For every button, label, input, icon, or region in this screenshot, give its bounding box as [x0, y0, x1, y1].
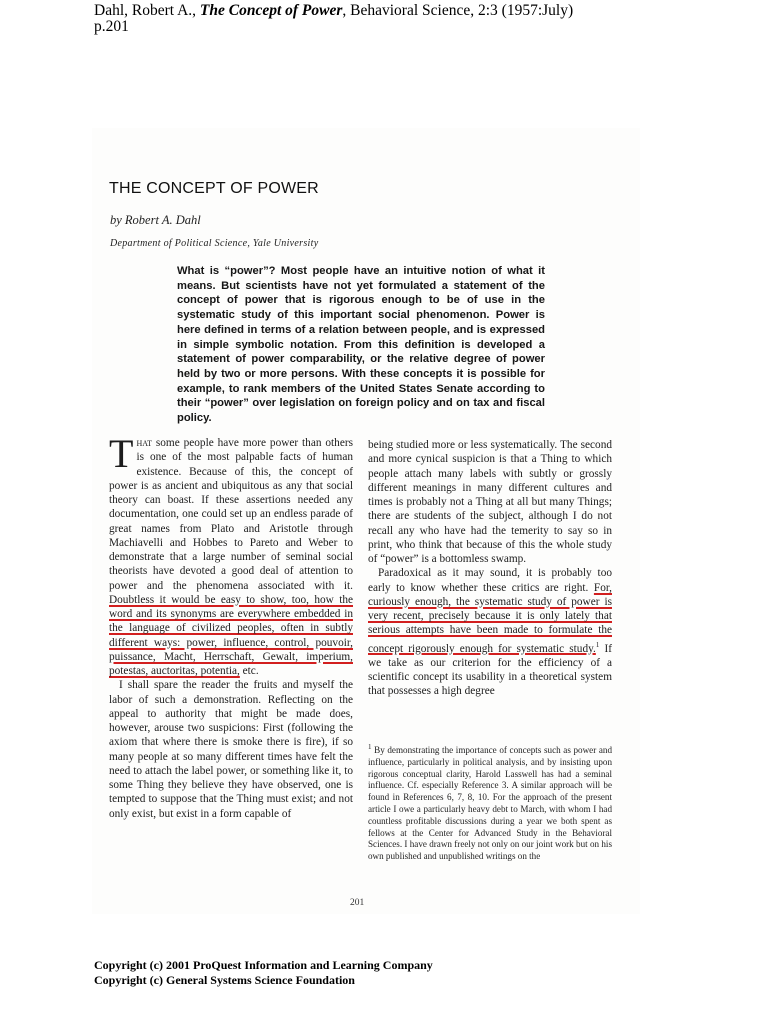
paragraph-1-text: some people have more power than others is one of the most palpable facts of human existence. Because of this, the concept of power is as ancient and ubiquitous as any that social theory can boast. If these assertions needed any documentation, one could set up an endless parade of great names from Plato and Aristotle through Machiavelli and Hobbes to Pareto and Weber to demonstrate that a large number of seminal social theorists have devoted a good deal of attention to power and the phenomena associated with it. [109, 437, 353, 592]
page-number: 201 [350, 898, 365, 908]
citation-title: The Concept of Power [199, 2, 343, 19]
drop-cap: T [109, 431, 134, 476]
opening-smallcaps: hat [136, 437, 152, 449]
copyright-line-2: Copyright (c) General Systems Science Foundation [94, 973, 355, 987]
body-column-left [109, 431, 353, 821]
footnote-mark: 1 [368, 743, 372, 751]
paragraph-3: being studied more or less systematically. The second and more cynical suspicion is that a Thing to which people attach many labels with subtly or grossly different meanings in many different cultures and times is probably not a Thing at all but many Things; there are students of the subject, although I do not recall any who have had the temerity to say so in print, who think that because of this the whole study of “power” is a bottomless swamp. [368, 439, 612, 565]
paragraph-4 [368, 566, 612, 698]
body-column-right [368, 438, 612, 698]
copyright-block [94, 958, 433, 988]
citation-header [94, 3, 714, 35]
copyright-line-1: Copyright (c) 2001 ProQuest Information and Learning Company [94, 958, 433, 972]
paragraph-1-end: etc. [239, 665, 259, 677]
footnote [368, 742, 612, 863]
article-abstract: What is “power”? Most people have an intuitive notion of what it means. But scientists have not yet formulated a statement of the concept of power that is rigorous enough to be of use in the systematic study of this important social phenomenon. Power is here defined in terms of a relation between people, and is expressed in simple symbolic notation. From this definition is developed a statement of power comparability, or the relative degree of power held by two or more persons. With these concepts it is possible for example, to rank members of the United States Senate according to their “power” over legislation on foreign policy and on tax and fiscal policy. [177, 265, 545, 425]
footnote-reference: 1 [595, 640, 600, 649]
paragraph-1 [109, 431, 353, 678]
highlighted-passage-1: Doubtless it would be easy to show, too, how the word and its synonyms are everywhere embedded in the language of civilized peoples, often in subtly different ways: power, influence, control, pouvoir, puissance, Macht, Herrschaft, Gewalt, imperium, potestas, auctoritas, potentia, [109, 593, 353, 677]
article-byline: by Robert A. Dahl [110, 213, 201, 227]
paragraph-2: I shall spare the reader the fruits and myself the labor of such a demonstration. Reflecting on the appeal to authority that might be made does, however, arouse two suspicions: First (following the axiom that where there is smoke there is fire), if so many people at so many different times have felt the need to attach the label power, or something like it, to some Thing they believe they have observed, one is tempted to suppose that the Thing must exist; and not only exist, but exist in a form capable of [109, 679, 353, 820]
citation-source: , Behavioral Science, 2:3 (1957:July) [342, 2, 574, 19]
paragraph-4-end: If we take as our criterion for the efficiency of a scientific concept its usability in a theoretical system that possesses a high degree [368, 642, 613, 698]
paragraph-4-start: Paradoxical as it may sound, it is probably too early to know whether these critics are right. [368, 567, 612, 594]
citation-author: Dahl, Robert A., [94, 2, 197, 19]
highlighted-passage-2: For, curiously enough, the systematic study of power is very recent, precisely because it is only lately that serious attempts have been made to formulate the concept rigorously enough for systematic study. [368, 581, 612, 655]
citation-page: p.201 [94, 18, 129, 35]
footnote-text: By demonstrating the importance of concepts such as power and influence, particularly in political analysis, and by insisting upon rigorous conceptual clarity, Harold Lasswell has had a seminal influence. Cf. especially Reference 3. A similar approach will be found in References 6, 7, 8, 10. For the approach of the present article I owe a particularly heavy debt to March, with whom I had countless profitable discussions during a year we both spent as fellows at the Center for Advanced Study in the Behavioral Sciences. I have drawn freely not only on our joint work but on his own published and unpublished writings on the [368, 745, 612, 862]
article-title: THE CONCEPT OF POWER [109, 180, 319, 197]
article-department: Department of Political Science, Yale University [110, 238, 319, 249]
